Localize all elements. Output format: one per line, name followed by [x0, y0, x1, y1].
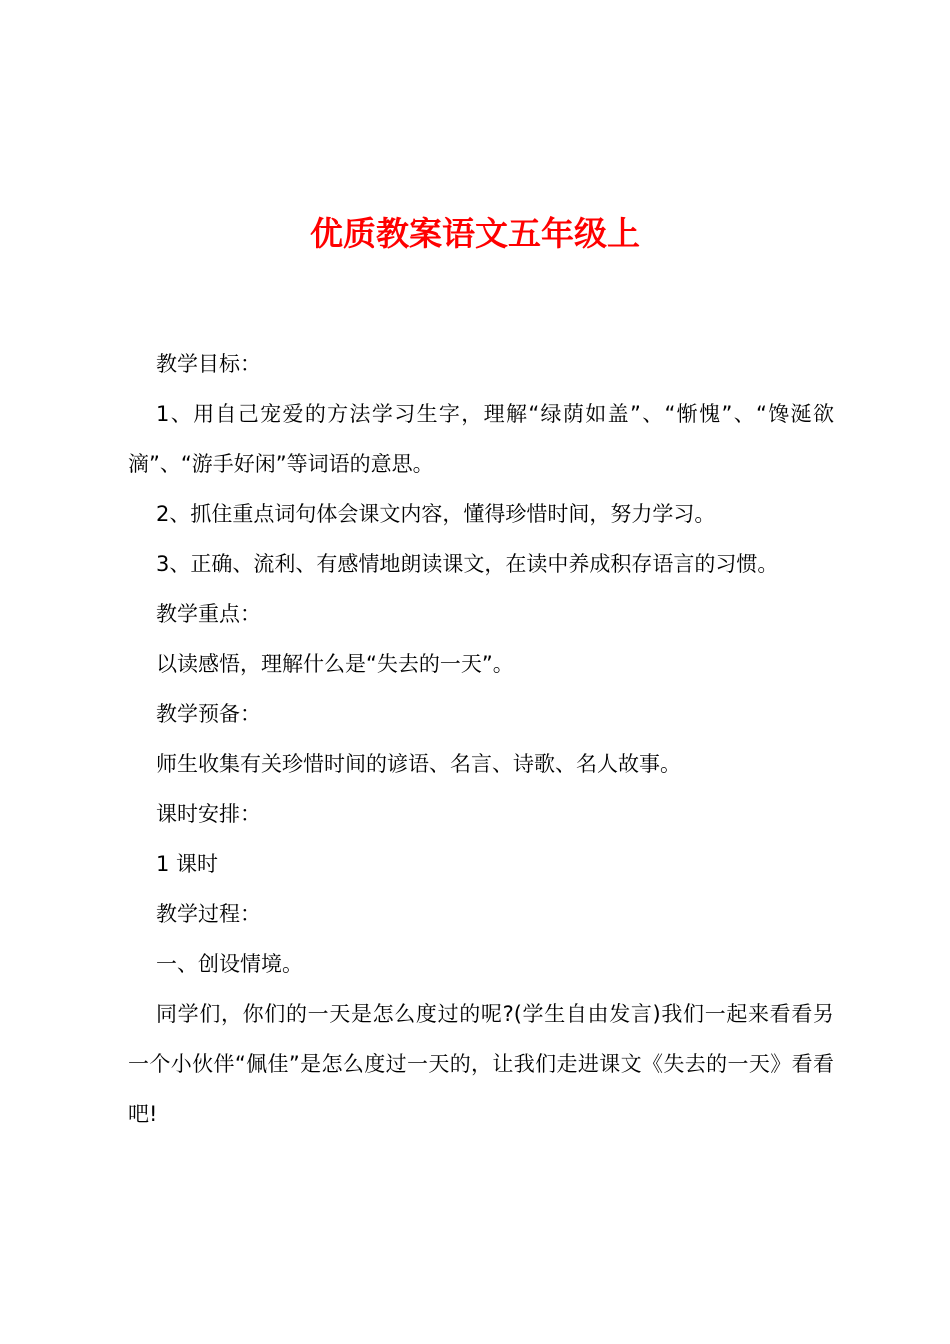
process-step-1-heading: 一、创设情境。 — [156, 952, 303, 976]
heading-key-points: 教学重点： — [156, 602, 261, 626]
key-points-text: 以读感悟，理解什么是“失去的一天”。 — [156, 652, 514, 676]
preparation-text: 师生收集有关珍惜时间的谚语、名言、诗歌、名人故事。 — [156, 752, 681, 776]
process-step-1-text: 同学们，你们的一天是怎么度过的呢?(学生自由发言)我们一起来看看另一个小伙伴“佩佳”是怎么度过一天的，让我们走进课文《失去的一天》看看吧! — [128, 1002, 834, 1126]
document-title: 优质教案语文五年级上 — [310, 214, 640, 253]
heading-preparation: 教学预备： — [156, 702, 261, 726]
schedule-text: 1 课时 — [156, 852, 219, 876]
goal-item-3: 3、正确、流利、有感情地朗读课文，在读中养成积存语言的习惯。 — [156, 552, 779, 576]
document-body — [128, 339, 834, 1139]
goal-item-1: 1、用自己宠爱的方法学习生字，理解“绿荫如盖”、“惭愧”、“馋涎欲滴”、“游手好闲”等词语的意思。 — [128, 402, 834, 476]
heading-teaching-goals: 教学目标： — [156, 352, 261, 376]
heading-process: 教学过程： — [156, 902, 261, 926]
goal-item-2: 2、抓住重点词句体会课文内容，懂得珍惜时间，努力学习。 — [156, 502, 716, 526]
heading-schedule: 课时安排： — [156, 802, 261, 826]
